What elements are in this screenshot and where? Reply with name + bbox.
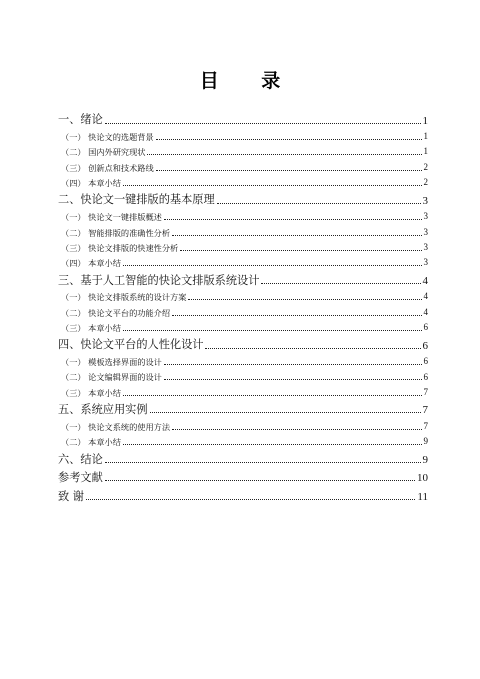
toc-page-number: 7: [422, 404, 428, 417]
toc-page-number: 9: [422, 453, 428, 466]
toc-section-entry[interactable]: [58, 238, 428, 253]
toc-chapter-entry[interactable]: [58, 188, 428, 207]
toc-dot-leader: [123, 265, 422, 266]
toc-entry-label: （三） 本章小结: [61, 323, 121, 334]
toc-entry-label: 二、快论文一键排版的基本原理: [58, 193, 215, 207]
toc-dot-leader: [217, 203, 421, 204]
toc-dot-leader: [261, 283, 420, 284]
toc-entry-label: 致 谢: [58, 489, 84, 503]
toc-dot-leader: [123, 185, 422, 186]
toc-entry-label: （四） 本章小结: [61, 258, 121, 269]
toc-page-number: 6: [423, 322, 428, 333]
toc-entry-label: （二） 智能排版的准确性分析: [61, 227, 171, 238]
toc-page-number: 6: [423, 371, 428, 382]
toc-dot-leader: [123, 395, 422, 396]
toc-page-number: 7: [423, 386, 428, 397]
toc-dot-leader: [164, 379, 422, 380]
toc-dot-leader: [172, 429, 421, 430]
toc-page-number: 2: [423, 177, 428, 188]
toc-section-entry[interactable]: [58, 127, 428, 142]
toc-dot-leader: [156, 170, 422, 171]
toc-dot-leader: [150, 412, 421, 413]
toc-dot-leader: [105, 462, 421, 463]
toc-page-number: 3: [423, 226, 428, 237]
toc-page-number: 6: [423, 356, 428, 367]
toc-page-number: 1: [422, 114, 428, 127]
toc-section-entry[interactable]: [58, 367, 428, 382]
page-title: 目 录: [199, 70, 299, 92]
toc-dot-leader: [164, 219, 422, 220]
toc-dot-leader: [156, 139, 422, 140]
toc-chapter-entry[interactable]: [58, 268, 428, 287]
toc-page-number: 3: [423, 242, 428, 253]
toc-entry-label: （一） 快论文排版系统的设计方案: [61, 292, 187, 303]
toc-section-entry[interactable]: [58, 382, 428, 397]
toc-dot-leader: [172, 315, 421, 316]
toc-entry-label: （一） 快论文的选题背景: [61, 131, 154, 142]
toc-entry-label: 五、系统应用实例: [58, 403, 148, 417]
toc-page-number: 4: [423, 306, 428, 317]
toc-entry-label: （二） 国内外研究现状: [61, 147, 146, 158]
toc-section-entry[interactable]: [58, 253, 428, 268]
toc-dot-leader: [147, 154, 421, 155]
toc-chapter-entry[interactable]: [58, 484, 428, 503]
toc-section-entry[interactable]: [58, 287, 428, 302]
toc-entry-label: （二） 论文编辑界面的设计: [61, 372, 162, 383]
toc-page-number: 1: [423, 146, 428, 157]
toc-section-entry[interactable]: [58, 302, 428, 317]
toc-page-number: 7: [423, 420, 428, 431]
toc-entry-label: 一、绪论: [58, 113, 103, 127]
toc-page-number: 11: [417, 490, 428, 503]
toc-dot-leader: [86, 499, 415, 500]
toc-dot-leader: [172, 235, 421, 236]
toc-dot-leader: [180, 250, 421, 251]
toc-chapter-entry[interactable]: [58, 447, 428, 466]
toc-section-entry[interactable]: [58, 207, 428, 222]
toc-page-number: 9: [423, 436, 428, 447]
toc-section-entry[interactable]: [58, 318, 428, 333]
toc-entry-label: 参考文献: [58, 471, 103, 485]
toc-entry-label: （三） 本章小结: [61, 387, 121, 398]
toc-page-number: 2: [423, 161, 428, 172]
toc-entry-label: （一） 模板选择界面的设计: [61, 357, 162, 368]
toc-entry-label: （四） 本章小结: [61, 178, 121, 189]
toc-entry-label: （三） 快论文排版的快速性分析: [61, 242, 179, 253]
toc-entry-label: （三） 创新点和技术路线: [61, 162, 154, 173]
toc-entry-label: 六、结论: [58, 452, 103, 466]
toc-section-entry[interactable]: [58, 173, 428, 188]
toc-section-entry[interactable]: [58, 222, 428, 237]
toc-entry-label: （二） 本章小结: [61, 437, 121, 448]
toc-entry-label: （一） 快论文一键排版概述: [61, 212, 162, 223]
toc-page-number: 4: [422, 274, 428, 287]
toc-entry-label: （一） 快论文系统的使用方法: [61, 421, 171, 432]
table-of-contents: [58, 108, 428, 503]
toc-page-number: 6: [422, 339, 428, 352]
toc-entry-label: 四、快论文平台的人性化设计: [58, 338, 204, 352]
toc-dot-leader: [205, 348, 420, 349]
toc-dot-leader: [123, 330, 422, 331]
toc-section-entry[interactable]: [58, 416, 428, 431]
toc-page-number: 3: [423, 211, 428, 222]
toc-entry-label: （二） 快论文平台的功能介绍: [61, 307, 171, 318]
toc-chapter-entry[interactable]: [58, 108, 428, 127]
toc-section-entry[interactable]: [58, 157, 428, 172]
toc-section-entry[interactable]: [58, 432, 428, 447]
toc-section-entry[interactable]: [58, 352, 428, 367]
toc-page-number: 3: [423, 257, 428, 268]
toc-dot-leader: [105, 480, 415, 481]
toc-dot-leader: [188, 299, 421, 300]
toc-entry-label: 三、基于人工智能的快论文排版系统设计: [58, 273, 260, 287]
toc-chapter-entry[interactable]: [58, 333, 428, 352]
toc-chapter-entry[interactable]: [58, 466, 428, 485]
toc-chapter-entry[interactable]: [58, 398, 428, 417]
toc-page-number: 3: [422, 194, 428, 207]
toc-dot-leader: [105, 123, 421, 124]
toc-page-number: 10: [417, 472, 428, 485]
toc-section-entry[interactable]: [58, 142, 428, 157]
toc-page-number: 1: [423, 131, 428, 142]
toc-dot-leader: [123, 444, 422, 445]
toc-page-number: 4: [423, 291, 428, 302]
toc-dot-leader: [164, 364, 422, 365]
